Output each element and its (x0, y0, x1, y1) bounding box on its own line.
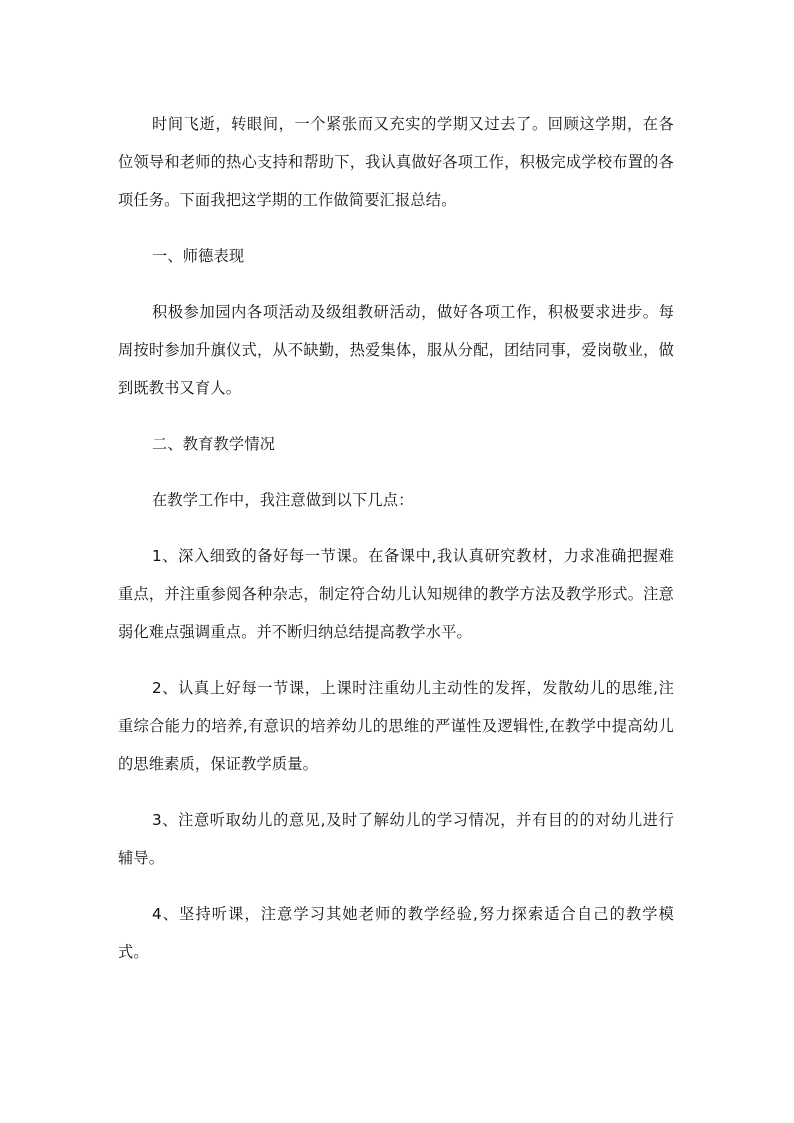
teaching-point-2: 2、认真上好每一节课，上课时注重幼儿主动性的发挥，发散幼儿的思维,注重综合能力的培养,有意识的培养幼儿的思维的严谨性及逻辑性,在教学中提高幼儿的思维素质，保证教学质量。 (118, 679, 674, 773)
paragraph-gap (118, 877, 674, 895)
intro-paragraph: 时间飞逝，转眼间，一个紧张而又充实的学期又过去了。回顾这学期，在各位领导和老师的热心支持和帮助下，我认真做好各项工作，积极完成学校布置的各项任务。下面我把这学期的工作做简要汇报总结。 (118, 115, 674, 209)
teaching-point-1: 1、深入细致的备好每一节课。在备课中,我认真研究教材，力求准确把握难重点，并注重参阅各种杂志，制定符合幼儿认知规律的教学方法及教学形式。注意弱化难点强调重点。并不断归纳总结提高教学水平。 (118, 547, 674, 641)
paragraph-gap (118, 783, 674, 801)
paragraph-gap (118, 463, 674, 481)
paragraph-gap (118, 275, 674, 293)
ethics-paragraph: 积极参加园内各项活动及级组教研活动，做好各项工作，积极要求进步。每周按时参加升旗仪式，从不缺勤，热爱集体，服从分配，团结同事，爱岗敬业，做到既教书又育人。 (118, 303, 674, 397)
teaching-point-4: 4、坚持听课，注意学习其她老师的教学经验,努力探索适合自己的教学模式。 (118, 905, 674, 961)
paragraph-gap (118, 407, 674, 425)
paragraph-gap (118, 219, 674, 237)
teaching-point-3: 3、注意听取幼儿的意见,及时了解幼儿的学习情况，并有目的的对幼儿进行辅导。 (118, 811, 674, 867)
paragraph-gap (118, 519, 674, 537)
document-body (118, 105, 674, 971)
paragraph-gap (118, 651, 674, 669)
section-heading-teaching: 二、教育教学情况 (152, 435, 276, 453)
teaching-intro-paragraph: 在教学工作中，我注意做到以下几点： (152, 491, 414, 509)
section-heading-ethics: 一、师德表现 (152, 247, 245, 265)
